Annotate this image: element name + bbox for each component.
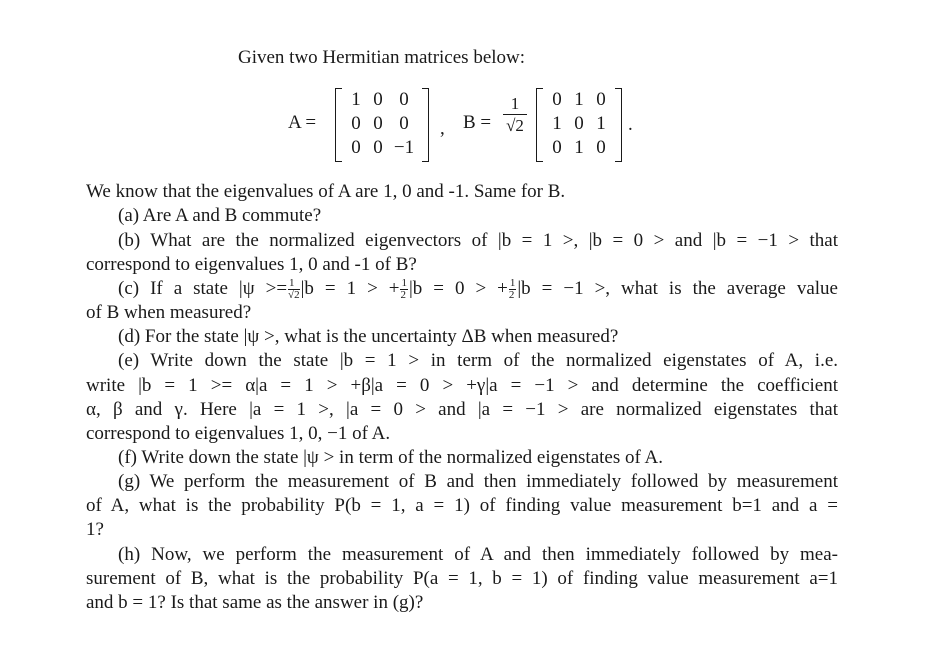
question-h-line-2: surement of B, what is the probability P(a = 1, b = 1) of finding value measurement a=1: [86, 568, 838, 589]
question-h-line-1: (h) Now, we perform the measurement of A and then immediately followed by mea-: [118, 544, 838, 565]
question-h-line-3: and b = 1? Is that same as the answer in (g)?: [86, 592, 424, 613]
matrix-cell: 1: [351, 89, 361, 110]
matrix-cell: 0: [373, 137, 383, 158]
fraction-numerator: 1: [510, 94, 520, 113]
question-b-line-1: (b) What are the normalized eigenvectors of |b = 1 >, |b = 0 > and |b = −1 > that: [118, 230, 838, 251]
question-f: (f) Write down the state |ψ > in term of the normalized eigenstates of A.: [118, 447, 663, 468]
question-c-prefix: (c) If a state |ψ >=: [118, 278, 288, 299]
question-e-line-2: write |b = 1 >= α|a = 1 > +β|a = 0 > +γ|a = −1 > and determine the coefficient: [86, 375, 838, 396]
question-c-term-1: |b = 1 > +: [300, 278, 400, 299]
matrix-b: [536, 88, 622, 162]
matrix-cell: 0: [596, 137, 606, 158]
intro-text: Given two Hermitian matrices below:: [238, 47, 526, 68]
matrix-b-cells: [543, 88, 615, 162]
matrix-a-label: A =: [288, 112, 317, 133]
question-d: (d) For the state |ψ >, what is the uncertainty ΔB when measured?: [118, 326, 619, 347]
matrix-a-cells: [342, 88, 422, 162]
eigenvalues-statement: We know that the eigenvalues of A are 1, 0 and -1. Same for B.: [86, 181, 566, 202]
question-c-fraction-3: [509, 278, 517, 301]
matrix-cell: 1: [596, 113, 606, 134]
question-c-term-2: |b = 0 > +: [408, 278, 508, 299]
question-g-line-3: 1?: [86, 519, 104, 540]
matrix-cell: 0: [351, 137, 361, 158]
matrix-cell: 1: [574, 89, 584, 110]
matrix-b-scalar-fraction: [503, 94, 527, 137]
fraction-numerator: 1: [288, 278, 300, 290]
matrix-cell: 0: [399, 113, 409, 134]
matrix-cell: 0: [552, 89, 562, 110]
matrix-cell: 0: [351, 113, 361, 134]
matrix-cell: 0: [552, 137, 562, 158]
question-g-line-1: (g) We perform the measurement of B and then immediately followed by measurement: [118, 471, 838, 492]
fraction-denominator: √2: [506, 116, 524, 135]
matrix-cell: 0: [373, 113, 383, 134]
fraction-numerator: 1: [401, 277, 407, 290]
fraction-numerator: 1: [509, 277, 516, 290]
question-c-fraction-2: [400, 278, 408, 301]
matrix-separator-comma: ,: [440, 118, 445, 139]
question-e-line-3: α, β and γ. Here |a = 1 >, |a = 0 > and |a = −1 > are normalized eigenstates that: [86, 399, 838, 420]
matrix-cell: 1: [552, 113, 562, 134]
question-c-line-1: [118, 277, 838, 301]
question-c-fraction-1: [288, 278, 300, 301]
matrix-a: [335, 88, 429, 162]
question-g-line-2: of A, what is the probability P(b = 1, a = 1) of finding value measurement b=1 and a =: [86, 495, 838, 516]
fraction-denominator: √2: [288, 289, 300, 302]
question-e-line-1: (e) Write down the state |b = 1 > in term of the normalized eigenstates of A, i.e.: [118, 350, 838, 371]
question-c-suffix: |b = −1 >, what is the average value: [517, 278, 838, 299]
fraction-denominator: 2: [400, 289, 406, 302]
fraction-denominator: 2: [508, 289, 515, 302]
question-a: (a) Are A and B commute?: [118, 205, 322, 226]
question-b-line-2: correspond to eigenvalues 1, 0 and -1 of B?: [86, 254, 417, 275]
matrix-cell: 0: [399, 89, 409, 110]
matrix-cell: 0: [373, 89, 383, 110]
question-c-line-2: of B when measured?: [86, 302, 252, 323]
matrix-b-label: B =: [463, 112, 492, 133]
matrix-cell: 0: [596, 89, 606, 110]
matrix-period: .: [628, 114, 633, 135]
matrix-cell: 0: [574, 113, 584, 134]
question-e-line-4: correspond to eigenvalues 1, 0, −1 of A.: [86, 423, 391, 444]
matrix-cell: −1: [393, 137, 415, 158]
matrix-cell: 1: [574, 137, 584, 158]
